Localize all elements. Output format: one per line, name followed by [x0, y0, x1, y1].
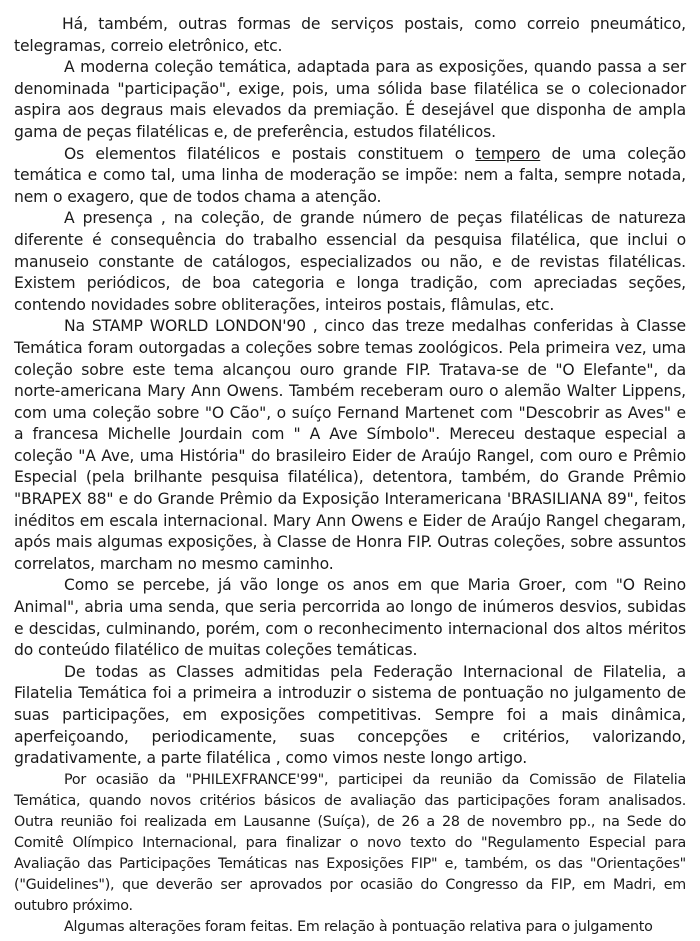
paragraph-part: Os elementos filatélicos e postais constituem o	[64, 144, 476, 163]
paragraph-fip-classes: De todas as Classes admitidas pela Federação Internacional de Filatelia, a Filatelia Temática foi a primeira a introduzir o sistema de pontuação no julgamento de suas participações, em exposições competitivas. Sempre foi a mais dinâmica, aperfeiçoando, periodicamente, suas concepções e critérios, valorizando, gradativamente, a parte filatélica , como vimos neste longo artigo.	[14, 662, 686, 768]
paragraph-alterations: Algumas alterações foram feitas. Em relação à pontuação relativa para o julgamento	[64, 918, 653, 935]
paragraph-thematic-collection: A moderna coleção temática, adaptada para as exposições, quando passa a ser denominada "participação", exige, pois, uma sólida base filatélica se o colecionador aspira aos degraus mais elevados da premiação. É desejável que disponha de ampla gama de peças filatélicas e, de preferência, estudos filatélicos.	[14, 58, 686, 141]
paragraph-philexfrance: Por ocasião da "PHILEXFRANCE'99", participei da reunião da Comissão de Filatelia Temática, quando novos critérios básicos de avaliação das participações foram analisados. Outra reunião foi realizada em Lausanne (Suíça), de 26 a 28 de novembro pp., na Sede do Comitê Olímpico Internacional, para finalizar o novo texto do "Regulamento Especial para Avaliação das Participações Temáticas nas Exposições FIP" e, também, os das "Orientações" ("Guidelines"), que deverão ser aprovados por ocasião do Congresso da FIP, em Madri, em outubro próximo.	[14, 771, 686, 914]
paragraph-postal-services: Há, também, outras formas de serviços postais, como correio pneumático, telegramas, correio eletrônico, etc.	[14, 15, 686, 55]
paragraph-maria-groer: Como se percebe, já vão longe os anos em que Maria Groer, com "O Reino Animal", abria uma senda, que seria percorrida ao longo de inúmeros desvios, subidas e descidas, culminando, porém, com o reconhecimento internacional dos altos méritos do conteúdo filatélico de muitas coleções temáticas.	[14, 576, 686, 660]
paragraph-philatelic-elements	[14, 144, 686, 209]
paragraph-philatelic-research: A presença , na coleção, de grande número de peças filatélicas de natureza diferente é consequência do trabalho essencial da pesquisa filatélica, que inclui o manuseio constante de catálogos, especializados ou não, e de revistas filatélicas. Existem periódicos, de boa categoria e longa tradição, com apreciadas seções, contendo novidades sobre obliterações, inteiros postais, flâmulas, etc.	[14, 209, 686, 314]
paragraph-part: de uma coleção temática e como tal, uma linha de moderação se impõe: nem a falta, sempre notada, nem o exagero, que de todos chama a atenção.	[14, 144, 687, 206]
underlined-word: tempero	[475, 144, 541, 163]
paragraph-stamp-world-london: Na STAMP WORLD LONDON'90 , cinco das treze medalhas conferidas à Classe Temática foram outorgadas a coleções sobre temas zoológicos. Pela primeira vez, uma coleção sobre este tema alcançou ouro grande FIP. Tratava-se de "O Elefante", da norte-americana Mary Ann Owens. Também receberam ouro o alemão Walter Lippens, com uma coleção sobre "O Cão", o suíço Fernand Martenet com "Descobrir as Aves" e a francesa Michelle Jourdain com " A Ave Símbolo". Mereceu destaque especial a coleção "A Ave, uma História" do brasileiro Eider de Araújo Rangel, com ouro e Prêmio Especial (pela brilhante pesquisa filatélica), detentora, também, do Grande Prêmio "BRAPEX 88" e do Grande Prêmio da Exposição Interamericana 'BRASILIANA 89", feitos inéditos em escala internacional. Mary Ann Owens e Eider de Araújo Rangel chegaram, após mais algumas exposições, à Classe de Honra FIP. Outras coleções, sobre assuntos correlatos, marcham no mesmo caminho.	[14, 317, 686, 573]
